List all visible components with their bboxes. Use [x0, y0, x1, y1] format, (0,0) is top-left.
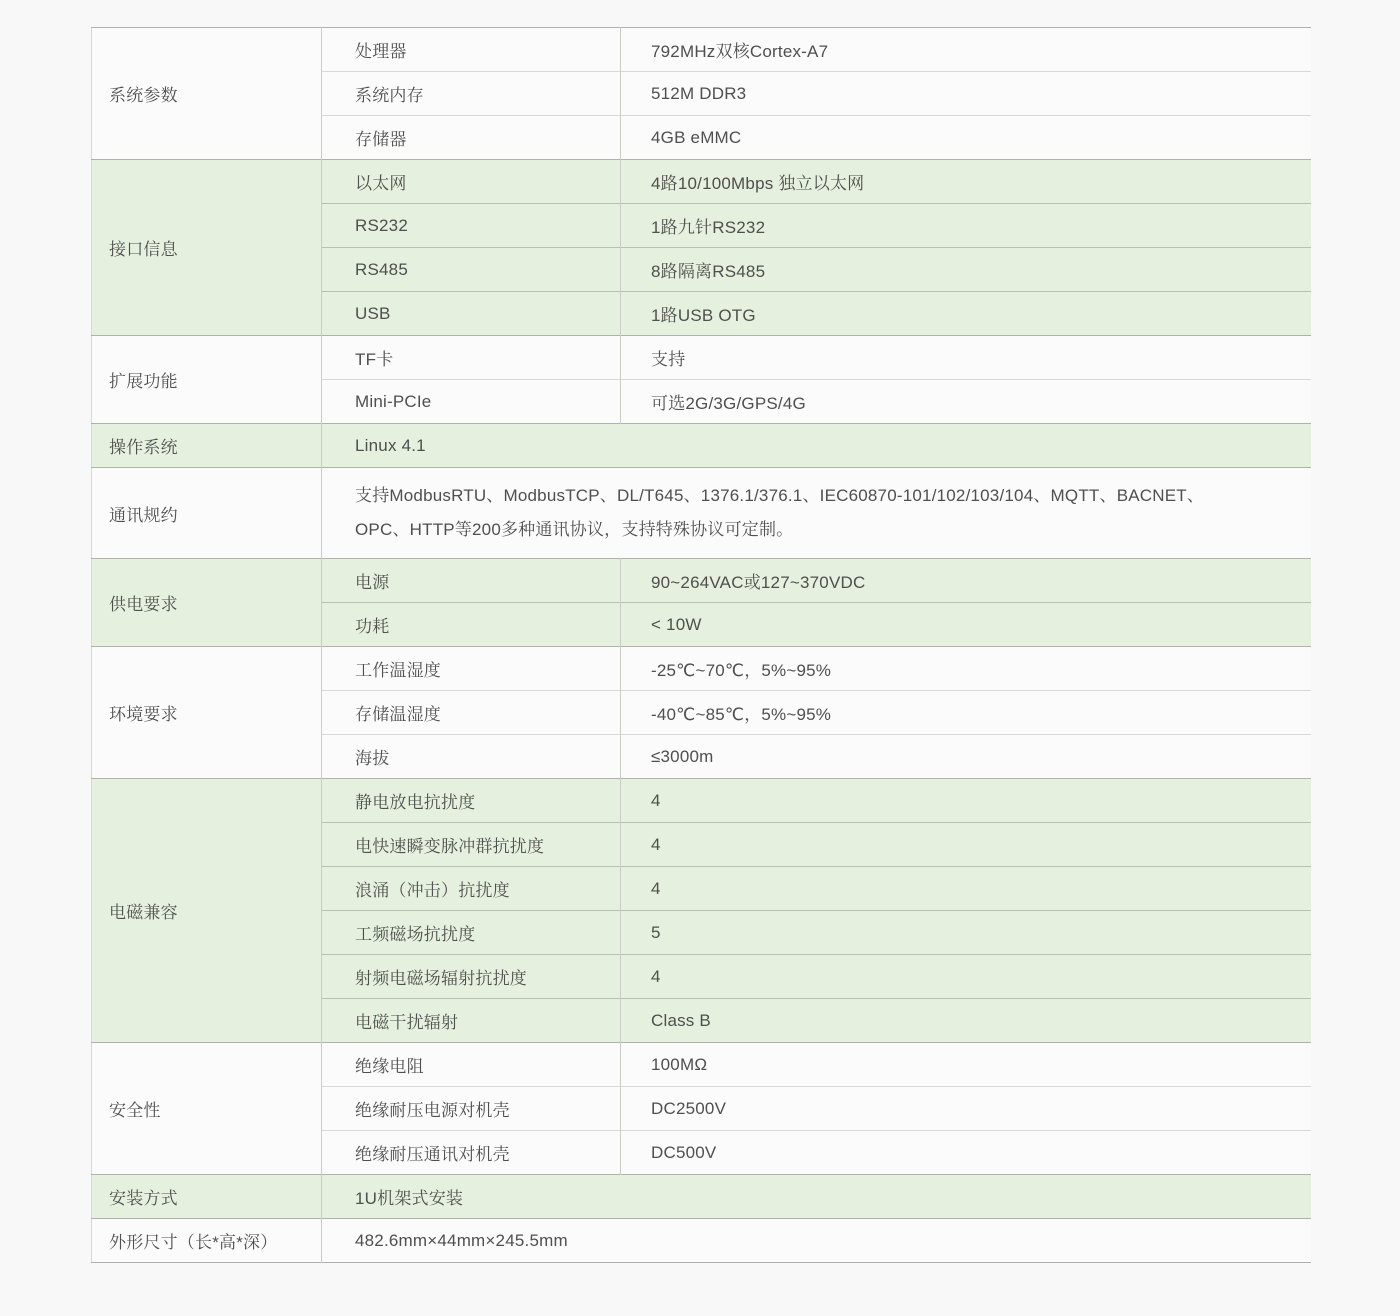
spec-value: ≤3000m	[621, 735, 1311, 779]
spec-value: 100MΩ	[621, 1043, 1311, 1087]
spec-item: 浪涌（冲击）抗扰度	[322, 867, 621, 911]
spec-item: RS485	[322, 248, 621, 292]
table-row	[92, 1043, 1311, 1087]
section-label: 环境要求	[92, 647, 322, 779]
section-environment	[92, 647, 1311, 779]
spec-item: 存储温湿度	[322, 691, 621, 735]
spec-value: 支持	[621, 336, 1311, 380]
table-row	[92, 336, 1311, 380]
spec-table	[91, 27, 1311, 1263]
section-label: 供电要求	[92, 559, 322, 647]
spec-value: 4	[621, 955, 1311, 999]
spec-item: 静电放电抗扰度	[322, 779, 621, 823]
spec-value: DC500V	[621, 1131, 1311, 1175]
section-label: 扩展功能	[92, 336, 322, 424]
section-label: 接口信息	[92, 160, 322, 336]
spec-value: 512M DDR3	[621, 72, 1311, 116]
spec-value: DC2500V	[621, 1087, 1311, 1131]
spec-value: 90~264VAC或127~370VDC	[621, 559, 1311, 603]
section-expansion	[92, 336, 1311, 424]
section-label: 系统参数	[92, 28, 322, 160]
table-row	[92, 1175, 1311, 1219]
section-dimensions	[92, 1219, 1311, 1263]
section-emc	[92, 779, 1311, 1043]
spec-value: 1路九针RS232	[621, 204, 1311, 248]
section-power	[92, 559, 1311, 647]
spec-value: 1路USB OTG	[621, 292, 1311, 336]
spec-value: 8路隔离RS485	[621, 248, 1311, 292]
spec-item: 电快速瞬变脉冲群抗扰度	[322, 823, 621, 867]
section-mounting	[92, 1175, 1311, 1219]
section-label: 安全性	[92, 1043, 322, 1175]
spec-value: Class B	[621, 999, 1311, 1043]
table-row	[92, 468, 1311, 559]
table-row	[92, 28, 1311, 72]
spec-value: 5	[621, 911, 1311, 955]
spec-item: 系统内存	[322, 72, 621, 116]
section-label: 安装方式	[92, 1175, 322, 1219]
section-label: 操作系统	[92, 424, 322, 468]
spec-item: 以太网	[322, 160, 621, 204]
spec-value: 792MHz双核Cortex-A7	[621, 28, 1311, 72]
spec-item: 电源	[322, 559, 621, 603]
table-row	[92, 779, 1311, 823]
section-safety	[92, 1043, 1311, 1175]
spec-item: 绝缘电阻	[322, 1043, 621, 1087]
table-row	[92, 1219, 1311, 1263]
section-interface-info	[92, 160, 1311, 336]
spec-value: 4GB eMMC	[621, 116, 1311, 160]
table-row	[92, 160, 1311, 204]
spec-value: 4路10/100Mbps 独立以太网	[621, 160, 1311, 204]
table-row	[92, 559, 1311, 603]
spec-value: Linux 4.1	[322, 424, 1311, 468]
spec-item: TF卡	[322, 336, 621, 380]
spec-item: USB	[322, 292, 621, 336]
spec-value: 4	[621, 779, 1311, 823]
spec-item: 功耗	[322, 603, 621, 647]
spec-item: 射频电磁场辐射抗扰度	[322, 955, 621, 999]
spec-value: -25℃~70℃，5%~95%	[621, 647, 1311, 691]
spec-value: 4	[621, 867, 1311, 911]
spec-item: RS232	[322, 204, 621, 248]
section-system-params	[92, 28, 1311, 160]
spec-item: 电磁干扰辐射	[322, 999, 621, 1043]
spec-item: 处理器	[322, 28, 621, 72]
spec-item: 工频磁场抗扰度	[322, 911, 621, 955]
table-row	[92, 424, 1311, 468]
spec-value: 支持ModbusRTU、ModbusTCP、DL/T645、1376.1/376.1、IEC60870-101/102/103/104、MQTT、BACNET、OPC、HTTP等200多种通讯协议，支持特殊协议可定制。	[322, 468, 1311, 559]
spec-item: 绝缘耐压电源对机壳	[322, 1087, 621, 1131]
section-label: 通讯规约	[92, 468, 322, 559]
section-label: 外形尺寸（长*高*深）	[92, 1219, 322, 1263]
spec-value: 4	[621, 823, 1311, 867]
spec-item: 工作温湿度	[322, 647, 621, 691]
spec-item: 绝缘耐压通讯对机壳	[322, 1131, 621, 1175]
section-label: 电磁兼容	[92, 779, 322, 1043]
spec-item: 海拔	[322, 735, 621, 779]
spec-value: 1U机架式安装	[322, 1175, 1311, 1219]
spec-item: 存储器	[322, 116, 621, 160]
spec-value: < 10W	[621, 603, 1311, 647]
spec-value: -40℃~85℃，5%~95%	[621, 691, 1311, 735]
spec-value: 482.6mm×44mm×245.5mm	[322, 1219, 1311, 1263]
section-protocols	[92, 468, 1311, 559]
table-row	[92, 647, 1311, 691]
spec-item: Mini-PCIe	[322, 380, 621, 424]
spec-value: 可选2G/3G/GPS/4G	[621, 380, 1311, 424]
page	[0, 27, 1400, 1316]
section-os	[92, 424, 1311, 468]
